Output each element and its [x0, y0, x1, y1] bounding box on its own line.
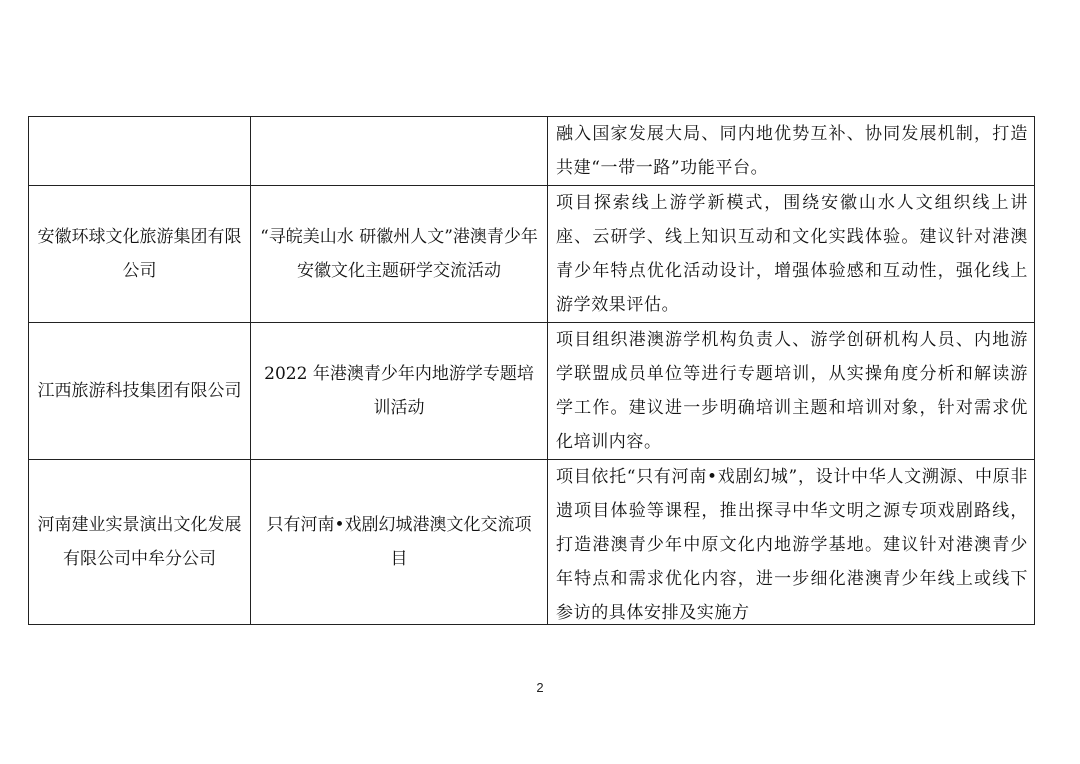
project-cell: 只有河南•戏剧幻城港澳文化交流项目	[251, 460, 548, 625]
table-row	[29, 323, 1035, 460]
org-cell: 安徽环球文化旅游集团有限公司	[29, 186, 251, 323]
project-cell	[251, 117, 548, 186]
description-cell: 融入国家发展大局、同内地优势互补、协同发展机制，打造共建“一带一路”功能平台。	[548, 117, 1035, 186]
table-row	[29, 460, 1035, 625]
project-cell: 2022 年港澳青少年内地游学专题培训活动	[251, 323, 548, 460]
org-cell: 江西旅游科技集团有限公司	[29, 323, 251, 460]
description-cell	[548, 460, 1035, 625]
table-row	[29, 117, 1035, 186]
page-number: 2	[536, 680, 544, 695]
org-cell: 河南建业实景演出文化发展有限公司中牟分公司	[29, 460, 251, 625]
description-cell: 项目组织港澳游学机构负责人、游学创研机构人员、内地游学联盟成员单位等进行专题培训，从实操角度分析和解读游学工作。建议进一步明确培训主题和培训对象，针对需求优化培训内容。	[548, 323, 1035, 460]
project-review-table	[28, 116, 1035, 625]
org-cell	[29, 117, 251, 186]
table-row	[29, 186, 1035, 323]
project-cell: “寻皖美山水 研徽州人文”港澳青少年安徽文化主题研学交流活动	[251, 186, 548, 323]
description-text: 项目依托“只有河南•戏剧幻城”，设计中华人文溯源、中原非遗项目体验等课程，推出探寻中华文明之源专项戏剧路线，打造港澳青少年中原文化内地游学基地。建议针对港澳青少年特点和需求优化内容，进一步细化港澳青少年线上或线下参访的具体安排及实施方	[556, 467, 1028, 623]
description-cell: 项目探索线上游学新模式，围绕安徽山水人文组织线上讲座、云研学、线上知识互动和文化实践体验。建议针对港澳青少年特点优化活动设计，增强体验感和互动性，强化线上游学效果评估。	[548, 186, 1035, 323]
